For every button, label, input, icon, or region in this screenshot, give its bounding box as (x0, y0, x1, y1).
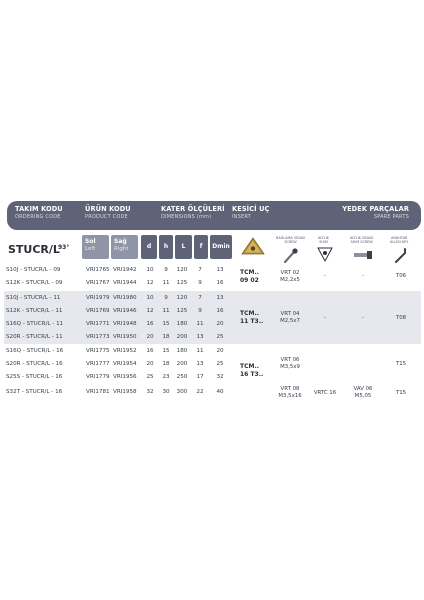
table-header-bar (7, 201, 421, 230)
table-row: S20R - STUCR/L - 11 VRI1773 VRI1950 20 18 200 13 25 (6, 334, 224, 340)
allen-key-label: ANAHTAR ALLEN KEY (390, 236, 409, 245)
shim-screw-code-11: - (362, 315, 364, 321)
table-row: S10J - STUCR/L - 11 VRI1979 VRI1980 10 9 120 7 13 (6, 295, 224, 301)
shim-screw-label: ALTLIK VİDASI SHIM SCREW (350, 236, 374, 245)
screw-code-09: VRT 02 M2,2x5 (280, 270, 300, 284)
header-insert: KESİCİ UÇ INSERT (232, 205, 270, 220)
table-row: S12K - STUCR/L - 11 VRI1769 VRI1946 12 11 125 9 16 (6, 308, 224, 314)
shim-label: ALTLIK SHIM (318, 236, 329, 245)
dim-header-d: d (141, 235, 157, 259)
table-row: S32T - STUCR/L - 16 VRI1781 VRI1958 32 30 300 22 40 (6, 389, 224, 395)
screw-code-11: VRT 04 M2,5x7 (280, 311, 300, 325)
allen-key-icon (392, 247, 410, 265)
dim-header-f: f (194, 235, 208, 259)
tool-family-title: STUCR/L (8, 243, 60, 256)
header-ordering-code: TAKIM KODU ORDERING CODE (15, 205, 63, 220)
dim-header-h: h (159, 235, 173, 259)
key-code-11: T08 (395, 315, 407, 321)
insert-code-09: TCM.. 09 02 (240, 269, 260, 284)
header-spare-parts: YEDEK PARÇALAR SPARE PARTS (342, 205, 409, 220)
key-code-16-b: T15 (395, 390, 407, 396)
shim-code-16: VRTC 16 (313, 390, 337, 396)
screw-icon (281, 247, 299, 265)
dim-header-l: L (175, 235, 192, 259)
table-row: S16Q - STUCR/L - 16 VRI1775 VRI1952 16 15 180 11 20 (6, 348, 224, 354)
key-code-16-a: T15 (395, 361, 407, 367)
table-row: S10J - STUCR/L - 09 VRI1765 VRI1942 10 9 120 7 13 (6, 267, 224, 273)
insert-code-16: TCM.. 16 T3.. (240, 363, 264, 378)
right-hand-header: Sağ Right (111, 235, 138, 259)
approach-angle: 93° (58, 244, 70, 251)
shim-icon (316, 246, 334, 263)
triangle-insert-icon (240, 236, 266, 256)
shim-screw-code-16: VAV 06 M5,05 (353, 386, 373, 400)
table-row: S16Q - STUCR/L - 11 VRI1771 VRI1948 16 15 180 11 20 (6, 321, 224, 327)
left-hand-header: Sol Left (82, 235, 109, 259)
screw-code-16-b: VRT 08 M3,5x16 (278, 386, 302, 400)
table-row: S25S - STUCR/L - 16 VRI1779 VRI1956 25 23 250 17 32 (6, 374, 224, 380)
shim-code-09: - (324, 273, 326, 279)
screw-label: BAĞLAMA VİDASI SCREW (276, 236, 306, 245)
table-row: S20R - STUCR/L - 16 VRI1777 VRI1954 20 18 200 13 25 (6, 361, 224, 367)
screw-code-16-a: VRT 06 M3,5x9 (280, 357, 300, 371)
key-code-09: T06 (395, 273, 407, 279)
shim-screw-icon (352, 247, 374, 263)
shim-code-11: - (324, 315, 326, 321)
insert-code-11: TCM.. 11 T3.. (240, 310, 264, 325)
shim-screw-code-09: - (362, 273, 364, 279)
dim-header-dmin: Dmin (210, 235, 232, 259)
header-dimensions: KATER ÖLÇÜLERİ DIMENSIONS (mm) (161, 205, 225, 220)
table-row: S12K - STUCR/L - 09 VRI1767 VRI1944 12 11 125 9 16 (6, 280, 224, 286)
header-product-code: ÜRÜN KODU PRODUCT CODE (85, 205, 131, 220)
